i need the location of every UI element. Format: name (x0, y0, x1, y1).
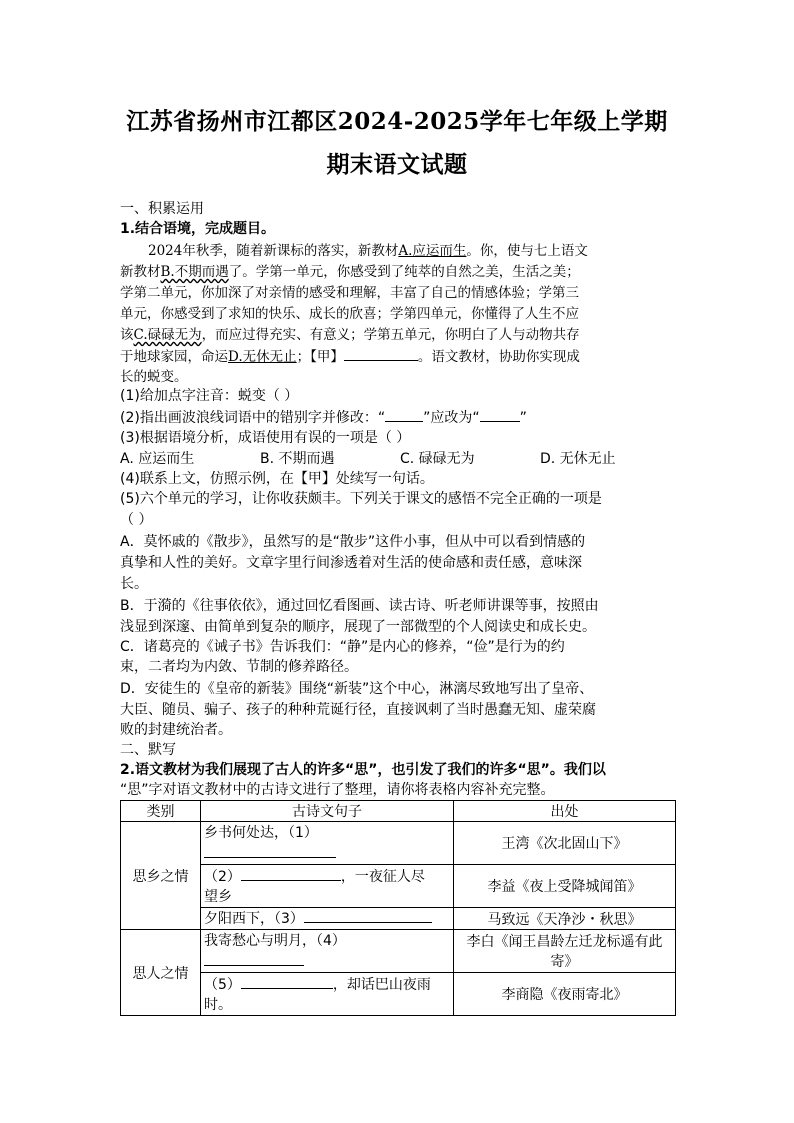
option-a-text: 长。 (120, 576, 148, 592)
answer-blank[interactable] (385, 407, 423, 422)
passage-line: 于地球家园，命运D.无休无止；【甲】 。语文教材，协助你实现成 (120, 346, 580, 367)
sub-question-3: (3)根据语境分析，成语使用有误的一项是（ ） (120, 430, 411, 446)
passage-line: 长的蜕变。 (120, 369, 188, 385)
passage-line: 学第二单元，你加深了对亲情的感受和理解，丰富了自己的情感体验；学第三 (120, 285, 579, 301)
passage-line: 该C.碌碌无为，而应过得充实、有意义；学第五单元，你明白了人与动物共存 (120, 327, 580, 343)
source-cell: 马致远《天净沙・秋思》 (454, 908, 676, 930)
answer-blank[interactable] (344, 346, 418, 361)
sub-question-5: (5)六个单元的学习，让你收获颇丰。下列关于课文的感悟不完全正确的一项是 (120, 491, 602, 507)
option-a-text: A．莫怀戚的《散步》，虽然写的是“散步”这件小事，但从中可以看到情感的 (120, 534, 586, 550)
table-row (121, 822, 676, 865)
question-stem: 1.结合语境，完成题目。 (120, 221, 276, 237)
category-cell: 思乡之情 (121, 822, 201, 930)
option-b[interactable]: B. 不期而遇 (260, 451, 335, 467)
answer-paren: （ ） (120, 512, 153, 528)
column-header: 出处 (454, 801, 676, 822)
sub-question-4: (4)联系上文，仿照示例，在【甲】处续写一句话。 (120, 471, 434, 487)
source-cell: 李益《夜上受降城闻笛》 (454, 865, 676, 908)
option-d[interactable]: D. 无休无止 (540, 451, 616, 467)
table-row (121, 908, 676, 930)
question-stem: “思”字对语文教材中的古诗文进行了整理，请你将表格内容补充完整。 (120, 782, 555, 798)
answer-blank[interactable] (204, 843, 336, 858)
sentence-cell: 夕阳西下，（3） (201, 908, 454, 930)
table-row (121, 865, 676, 908)
option-row (120, 449, 616, 469)
table-row (121, 973, 676, 1016)
source-cell: 李白《闻王昌龄左迁龙标遥有此寄》 (454, 930, 676, 973)
sentence-cell: 乡书何处达，（1） (201, 822, 454, 865)
answer-blank[interactable] (241, 866, 341, 881)
sub-question-2: (2)指出画波浪线词语中的错别字并修改：“ ”应改为“ ” (120, 407, 527, 428)
option-d-text: 败的封建统治者。 (120, 722, 232, 738)
sentence-cell: （5） ，却话巴山夜雨 时。 (201, 973, 454, 1016)
sentence-cell: （2） ，一夜征人尽 望乡 (201, 865, 454, 908)
passage-line: 2024年秋季，随着新课标的落实，新教材A.应运而生。你，使与七上语文 (148, 243, 588, 259)
answer-blank[interactable] (304, 908, 432, 923)
column-header: 古诗文句子 (201, 801, 454, 822)
sub-question-1: (1)给加点字注音：蜕变（ ） (120, 388, 299, 404)
option-b-text: 浅显到深邃、由简单到复杂的顺序，展现了一部微型的个人阅读史和成长史。 (120, 619, 596, 635)
sentence-cell: 我寄愁心与明月，（4） (201, 930, 454, 973)
option-a-text: 真挚和人性的美好。文章字里行间渗透着对生活的使命感和责任感，意味深 (120, 555, 582, 571)
source-cell: 李商隐《夜雨寄北》 (454, 973, 676, 1016)
table-row (121, 930, 676, 973)
page-title: 江苏省扬州市江都区2024-2025学年七年级上学期 (126, 108, 668, 135)
passage-line: 单元，你感受到了求知的快乐、成长的欣喜；学第四单元，你懂得了人生不应 (120, 306, 579, 322)
page-subtitle: 期末语文试题 (326, 151, 468, 178)
category-cell: 思人之情 (121, 930, 201, 1016)
option-d-text: D．安徒生的《皇帝的新装》围绕“新装”这个中心，淋漓尽致地写出了皇帝、 (120, 681, 594, 697)
answer-blank[interactable] (480, 407, 520, 422)
answer-blank[interactable] (204, 951, 304, 966)
option-b-text: B．于漪的《往事依依》，通过回忆看图画、读古诗、听老师讲课等事，按照由 (120, 598, 599, 614)
passage-line: 新教材B.不期而遇了。学第一单元，你感受到了纯萃的自然之美，生活之美； (120, 264, 580, 280)
section-heading: 一、积累运用 (120, 201, 204, 217)
question-stem: 2.语文教材为我们展现了古人的许多“思”，也引发了我们的许多“思”。我们以 (120, 762, 606, 778)
table-header-row (121, 801, 676, 822)
option-c[interactable]: C. 碌碌无为 (400, 451, 475, 467)
option-c-text: 束，二者均为内敛、节制的修养路径。 (120, 659, 358, 675)
answer-blank[interactable] (241, 974, 333, 989)
option-c-text: C．诸葛亮的《诫子书》告诉我们：“静”是内心的修养，“俭”是行为的约 (120, 639, 565, 655)
column-header: 类别 (121, 801, 201, 822)
poetry-table (120, 800, 676, 1016)
source-cell: 王湾《次北固山下》 (454, 822, 676, 865)
section-heading: 二、默写 (120, 742, 176, 758)
option-d-text: 大臣、随员、骗子、孩子的种种荒诞行径，直接讽刺了当时愚蠢无知、虚荣腐 (120, 702, 596, 718)
option-a[interactable]: A. 应运而生 (120, 451, 195, 467)
